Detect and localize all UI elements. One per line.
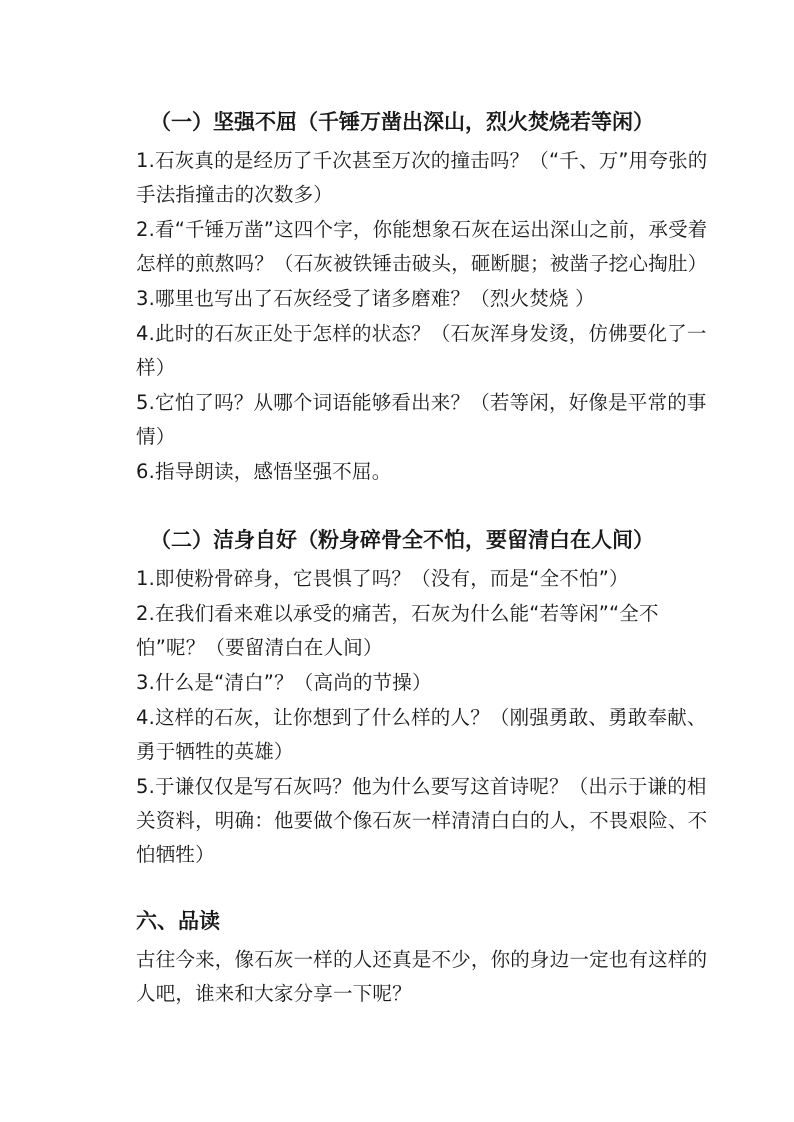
section2-list <box>136 562 716 872</box>
section2-heading: （二）洁身自好（粉身碎骨全不怕，要留清白在人间） <box>150 528 654 552</box>
section2-item-1: 1.即使粉骨碎身，它畏惧了吗？（没有，而是“全不怕”） <box>136 567 629 590</box>
section1-item-4: 4.此时的石灰正处于怎样的状态？（石灰浑身发烫，仿佛要化了一样） <box>136 322 707 379</box>
section6-text: 古往今来，像石灰一样的人还真是不少，你的身边一定也有这样的人吧，谁来和大家分享一下呢？ <box>136 948 708 1005</box>
section2-item-5: 5.于谦仅仅是写石灰吗？他为什么要写这首诗呢？（出示于谦的相关资料，明确：他要做个像石灰一样清清白白的人，不畏艰险、不怕牺牲） <box>136 775 708 866</box>
section2-item-4: 4.这样的石灰，让你想到了什么样的人？（刚强勇敢、勇敢奉献、勇于牺牲的英雄） <box>136 706 707 763</box>
section1-item-1: 1.石灰真的是经历了千次甚至万次的撞击吗？（“千、万”用夸张的手法指撞击的次数多） <box>136 149 708 206</box>
section2-item-3: 3.什么是“清白”？（高尚的节操） <box>136 671 432 694</box>
section1-item-6: 6.指导朗读，感悟坚强不屈。 <box>136 460 392 483</box>
section1-item-3: 3.哪里也写出了石灰经受了诸多磨难？（烈火焚烧 ） <box>136 287 595 310</box>
section1-heading: （一）坚强不屈（千锤万凿出深山，烈火焚烧若等闲） <box>150 110 654 134</box>
section6-heading: 六、品读 <box>136 909 220 933</box>
document-page <box>136 104 716 1011</box>
section1-item-5: 5.它怕了吗？从哪个词语能够看出来？（若等闲，好像是平常的事情） <box>136 391 707 448</box>
section2-item-2: 2.在我们看来难以承受的痛苦，石灰为什么能“若等闲”“全不怕”呢？（要留清白在人间） <box>136 602 659 659</box>
section1-list <box>136 144 716 489</box>
section1-item-2: 2.看“千锤万凿”这四个字，你能想象石灰在运出深山之前，承受着怎样的煎熬吗？（石灰被铁锤击破头，砸断腿；被凿子挖心掏肚） <box>136 218 708 275</box>
